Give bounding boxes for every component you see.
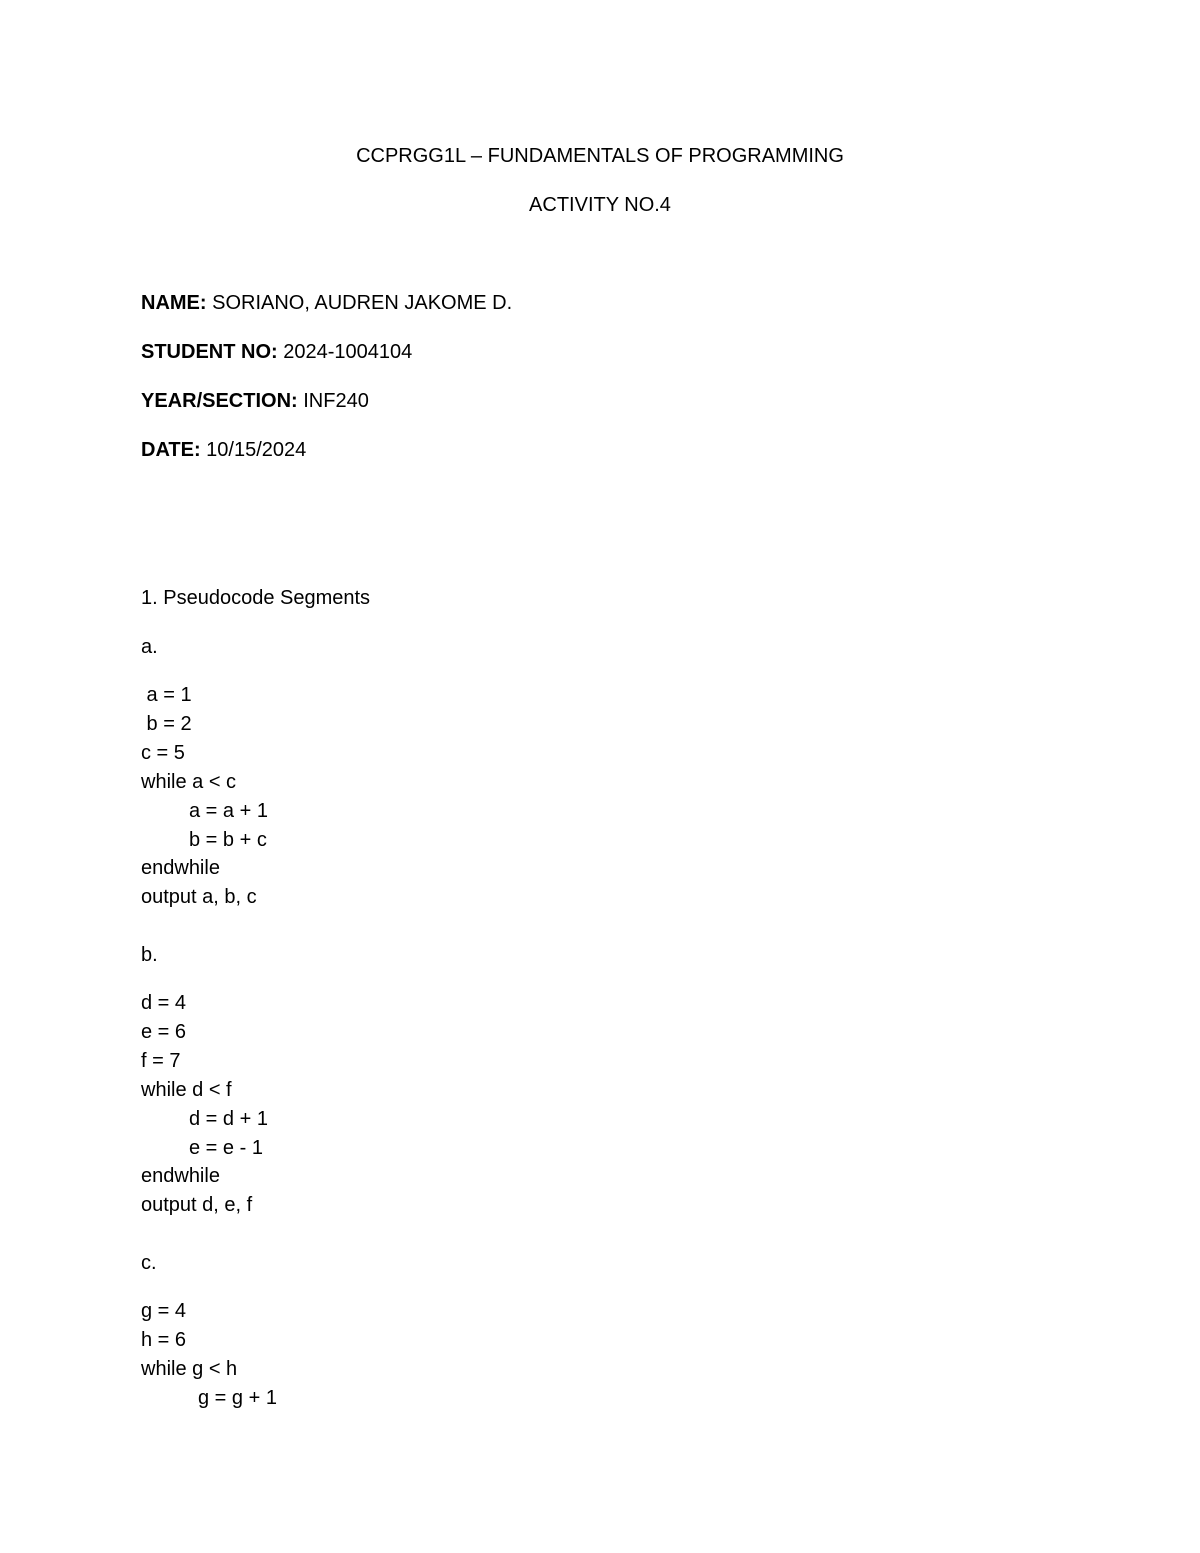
code-line: e = 6 bbox=[141, 1021, 187, 1043]
date-value: 10/15/2024 bbox=[200, 439, 307, 461]
section-field bbox=[141, 389, 369, 413]
code-line: g = 4 bbox=[141, 1300, 187, 1322]
name-field bbox=[141, 291, 512, 315]
date-field bbox=[141, 438, 306, 462]
code-line: output d, e, f bbox=[141, 1194, 253, 1216]
code-line: f = 7 bbox=[141, 1050, 181, 1072]
segment-a-label: a. bbox=[141, 636, 158, 658]
code-line: while g < h bbox=[141, 1358, 238, 1380]
date-label: DATE: bbox=[141, 439, 201, 461]
segment-b-label: b. bbox=[141, 944, 158, 966]
course-title: CCPRGG1L – FUNDAMENTALS OF PROGRAMMING bbox=[356, 145, 844, 167]
code-line: e = e - 1 bbox=[189, 1137, 263, 1159]
student-no-field bbox=[141, 340, 412, 364]
code-line: endwhile bbox=[141, 1165, 220, 1187]
code-line: c = 5 bbox=[141, 742, 185, 764]
code-line: h = 6 bbox=[141, 1329, 187, 1351]
code-line: d = 4 bbox=[141, 992, 187, 1014]
code-line: a = a + 1 bbox=[189, 800, 268, 822]
code-line: d = d + 1 bbox=[189, 1108, 268, 1130]
student-no-value: 2024-1004104 bbox=[277, 341, 413, 363]
code-line: while d < f bbox=[141, 1079, 232, 1101]
code-line: while a < c bbox=[141, 771, 237, 793]
section-value: INF240 bbox=[297, 390, 369, 412]
section-heading: 1. Pseudocode Segments bbox=[141, 587, 371, 609]
code-line: output a, b, c bbox=[141, 886, 257, 908]
section-label: YEAR/SECTION: bbox=[141, 390, 298, 412]
name-label: NAME: bbox=[141, 292, 207, 314]
activity-title: ACTIVITY NO.4 bbox=[529, 194, 671, 216]
code-line: b = 2 bbox=[141, 713, 192, 735]
code-line: g = g + 1 bbox=[198, 1387, 277, 1409]
code-line: b = b + c bbox=[189, 829, 267, 851]
segment-c-label: c. bbox=[141, 1252, 157, 1274]
student-no-label: STUDENT NO: bbox=[141, 341, 278, 363]
name-value: SORIANO, AUDREN JAKOME D. bbox=[206, 292, 513, 314]
code-line: a = 1 bbox=[141, 684, 192, 706]
code-line: endwhile bbox=[141, 857, 220, 879]
